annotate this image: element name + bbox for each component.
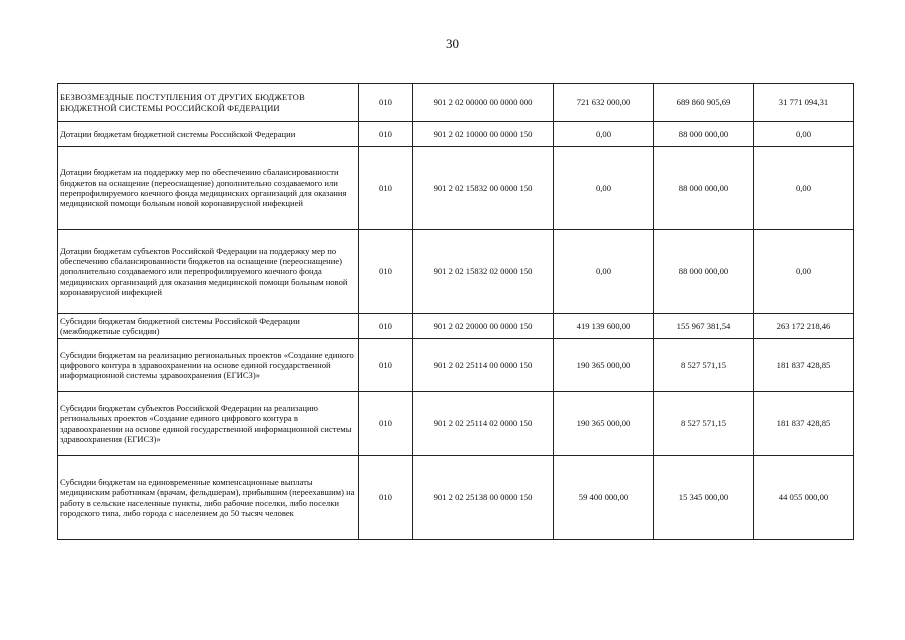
executed-amount-cell: 8 527 571,15 bbox=[654, 339, 754, 392]
budget-class-code-cell: 901 2 02 20000 00 0000 150 bbox=[413, 314, 554, 339]
budget-class-code-cell: 901 2 02 15832 00 0000 150 bbox=[413, 147, 554, 230]
table-row bbox=[58, 122, 854, 147]
line-code-cell: 010 bbox=[359, 314, 413, 339]
approved-amount-cell: 190 365 000,00 bbox=[554, 339, 654, 392]
approved-amount-cell: 190 365 000,00 bbox=[554, 392, 654, 456]
approved-amount-cell: 59 400 000,00 bbox=[554, 456, 654, 540]
line-code-cell: 010 bbox=[359, 230, 413, 314]
line-code-cell: 010 bbox=[359, 339, 413, 392]
budget-revenue-table bbox=[57, 83, 854, 540]
approved-amount-cell: 0,00 bbox=[554, 147, 654, 230]
approved-amount-cell: 0,00 bbox=[554, 122, 654, 147]
unexecuted-amount-cell: 263 172 218,46 bbox=[754, 314, 854, 339]
line-code-cell: 010 bbox=[359, 147, 413, 230]
budget-class-code-cell: 901 2 02 25114 02 0000 150 bbox=[413, 392, 554, 456]
revenue-name-cell: Дотации бюджетам на поддержку мер по обеспечению сбалансированности бюджетов на оснащение (переоснащение) дополнительно создаваемого или перепрофилируемого коечного фонда медицинских организаций для оказания медицинской помощи больным новой коронавирусной инфекцией bbox=[58, 147, 359, 230]
unexecuted-amount-cell: 0,00 bbox=[754, 147, 854, 230]
unexecuted-amount-cell: 181 837 428,85 bbox=[754, 339, 854, 392]
budget-class-code-cell: 901 2 02 25114 00 0000 150 bbox=[413, 339, 554, 392]
revenue-name-cell: Дотации бюджетам субъектов Российской Федерации на поддержку мер по обеспечению сбалансированности бюджетов на оснащение (переоснащение) дополнительно создаваемого или перепрофилируемого коечного фонда медицинских организаций для оказания медицинской помощи больным новой коронавирусной инфекцией bbox=[58, 230, 359, 314]
executed-amount-cell: 8 527 571,15 bbox=[654, 392, 754, 456]
unexecuted-amount-cell: 0,00 bbox=[754, 230, 854, 314]
line-code-cell: 010 bbox=[359, 84, 413, 122]
revenue-name-cell: Субсидии бюджетам на реализацию региональных проектов «Создание единого цифрового контура в здравоохранении на основе единой государственной информационной системы здравоохранения (ЕГИСЗ)» bbox=[58, 339, 359, 392]
budget-class-code-cell: 901 2 02 15832 02 0000 150 bbox=[413, 230, 554, 314]
page-number: 30 bbox=[446, 36, 459, 51]
revenue-name-cell: Субсидии бюджетам на единовременные компенсационные выплаты медицинским работникам (врачам, фельдшерам), прибывшим (переехавшим) на работу в сельские населенные пункты, либо рабочие поселки, либо поселки городского типа, либо города с населением до 50 тысяч человек bbox=[58, 456, 359, 540]
executed-amount-cell: 88 000 000,00 bbox=[654, 122, 754, 147]
executed-amount-cell: 15 345 000,00 bbox=[654, 456, 754, 540]
approved-amount-cell: 0,00 bbox=[554, 230, 654, 314]
table-row bbox=[58, 84, 854, 122]
table-row bbox=[58, 314, 854, 339]
executed-amount-cell: 88 000 000,00 bbox=[654, 147, 754, 230]
unexecuted-amount-cell: 44 055 000,00 bbox=[754, 456, 854, 540]
line-code-cell: 010 bbox=[359, 456, 413, 540]
budget-class-code-cell: 901 2 02 00000 00 0000 000 bbox=[413, 84, 554, 122]
executed-amount-cell: 155 967 381,54 bbox=[654, 314, 754, 339]
table-row bbox=[58, 392, 854, 456]
table-row bbox=[58, 456, 854, 540]
revenue-name-cell: Дотации бюджетам бюджетной системы Российской Федерации bbox=[58, 122, 359, 147]
approved-amount-cell: 419 139 600,00 bbox=[554, 314, 654, 339]
revenue-name-cell: Субсидии бюджетам субъектов Российской Федерации на реализацию региональных проектов «Создание единого цифрового контура в здравоохранении на основе единой государственной информационной системы здравоохранения (ЕГИСЗ)» bbox=[58, 392, 359, 456]
unexecuted-amount-cell: 0,00 bbox=[754, 122, 854, 147]
line-code-cell: 010 bbox=[359, 122, 413, 147]
revenue-name-cell: Субсидии бюджетам бюджетной системы Российской Федерации (межбюджетные субсидии) bbox=[58, 314, 359, 339]
executed-amount-cell: 689 860 905,69 bbox=[654, 84, 754, 122]
table-row bbox=[58, 230, 854, 314]
table-row bbox=[58, 339, 854, 392]
table-row bbox=[58, 147, 854, 230]
approved-amount-cell: 721 632 000,00 bbox=[554, 84, 654, 122]
executed-amount-cell: 88 000 000,00 bbox=[654, 230, 754, 314]
revenue-name-cell: БЕЗВОЗМЕЗДНЫЕ ПОСТУПЛЕНИЯ ОТ ДРУГИХ БЮДЖЕТОВ БЮДЖЕТНОЙ СИСТЕМЫ РОССИЙСКОЙ ФЕДЕРАЦИИ bbox=[58, 84, 359, 122]
unexecuted-amount-cell: 181 837 428,85 bbox=[754, 392, 854, 456]
budget-class-code-cell: 901 2 02 25138 00 0000 150 bbox=[413, 456, 554, 540]
unexecuted-amount-cell: 31 771 094,31 bbox=[754, 84, 854, 122]
line-code-cell: 010 bbox=[359, 392, 413, 456]
budget-class-code-cell: 901 2 02 10000 00 0000 150 bbox=[413, 122, 554, 147]
